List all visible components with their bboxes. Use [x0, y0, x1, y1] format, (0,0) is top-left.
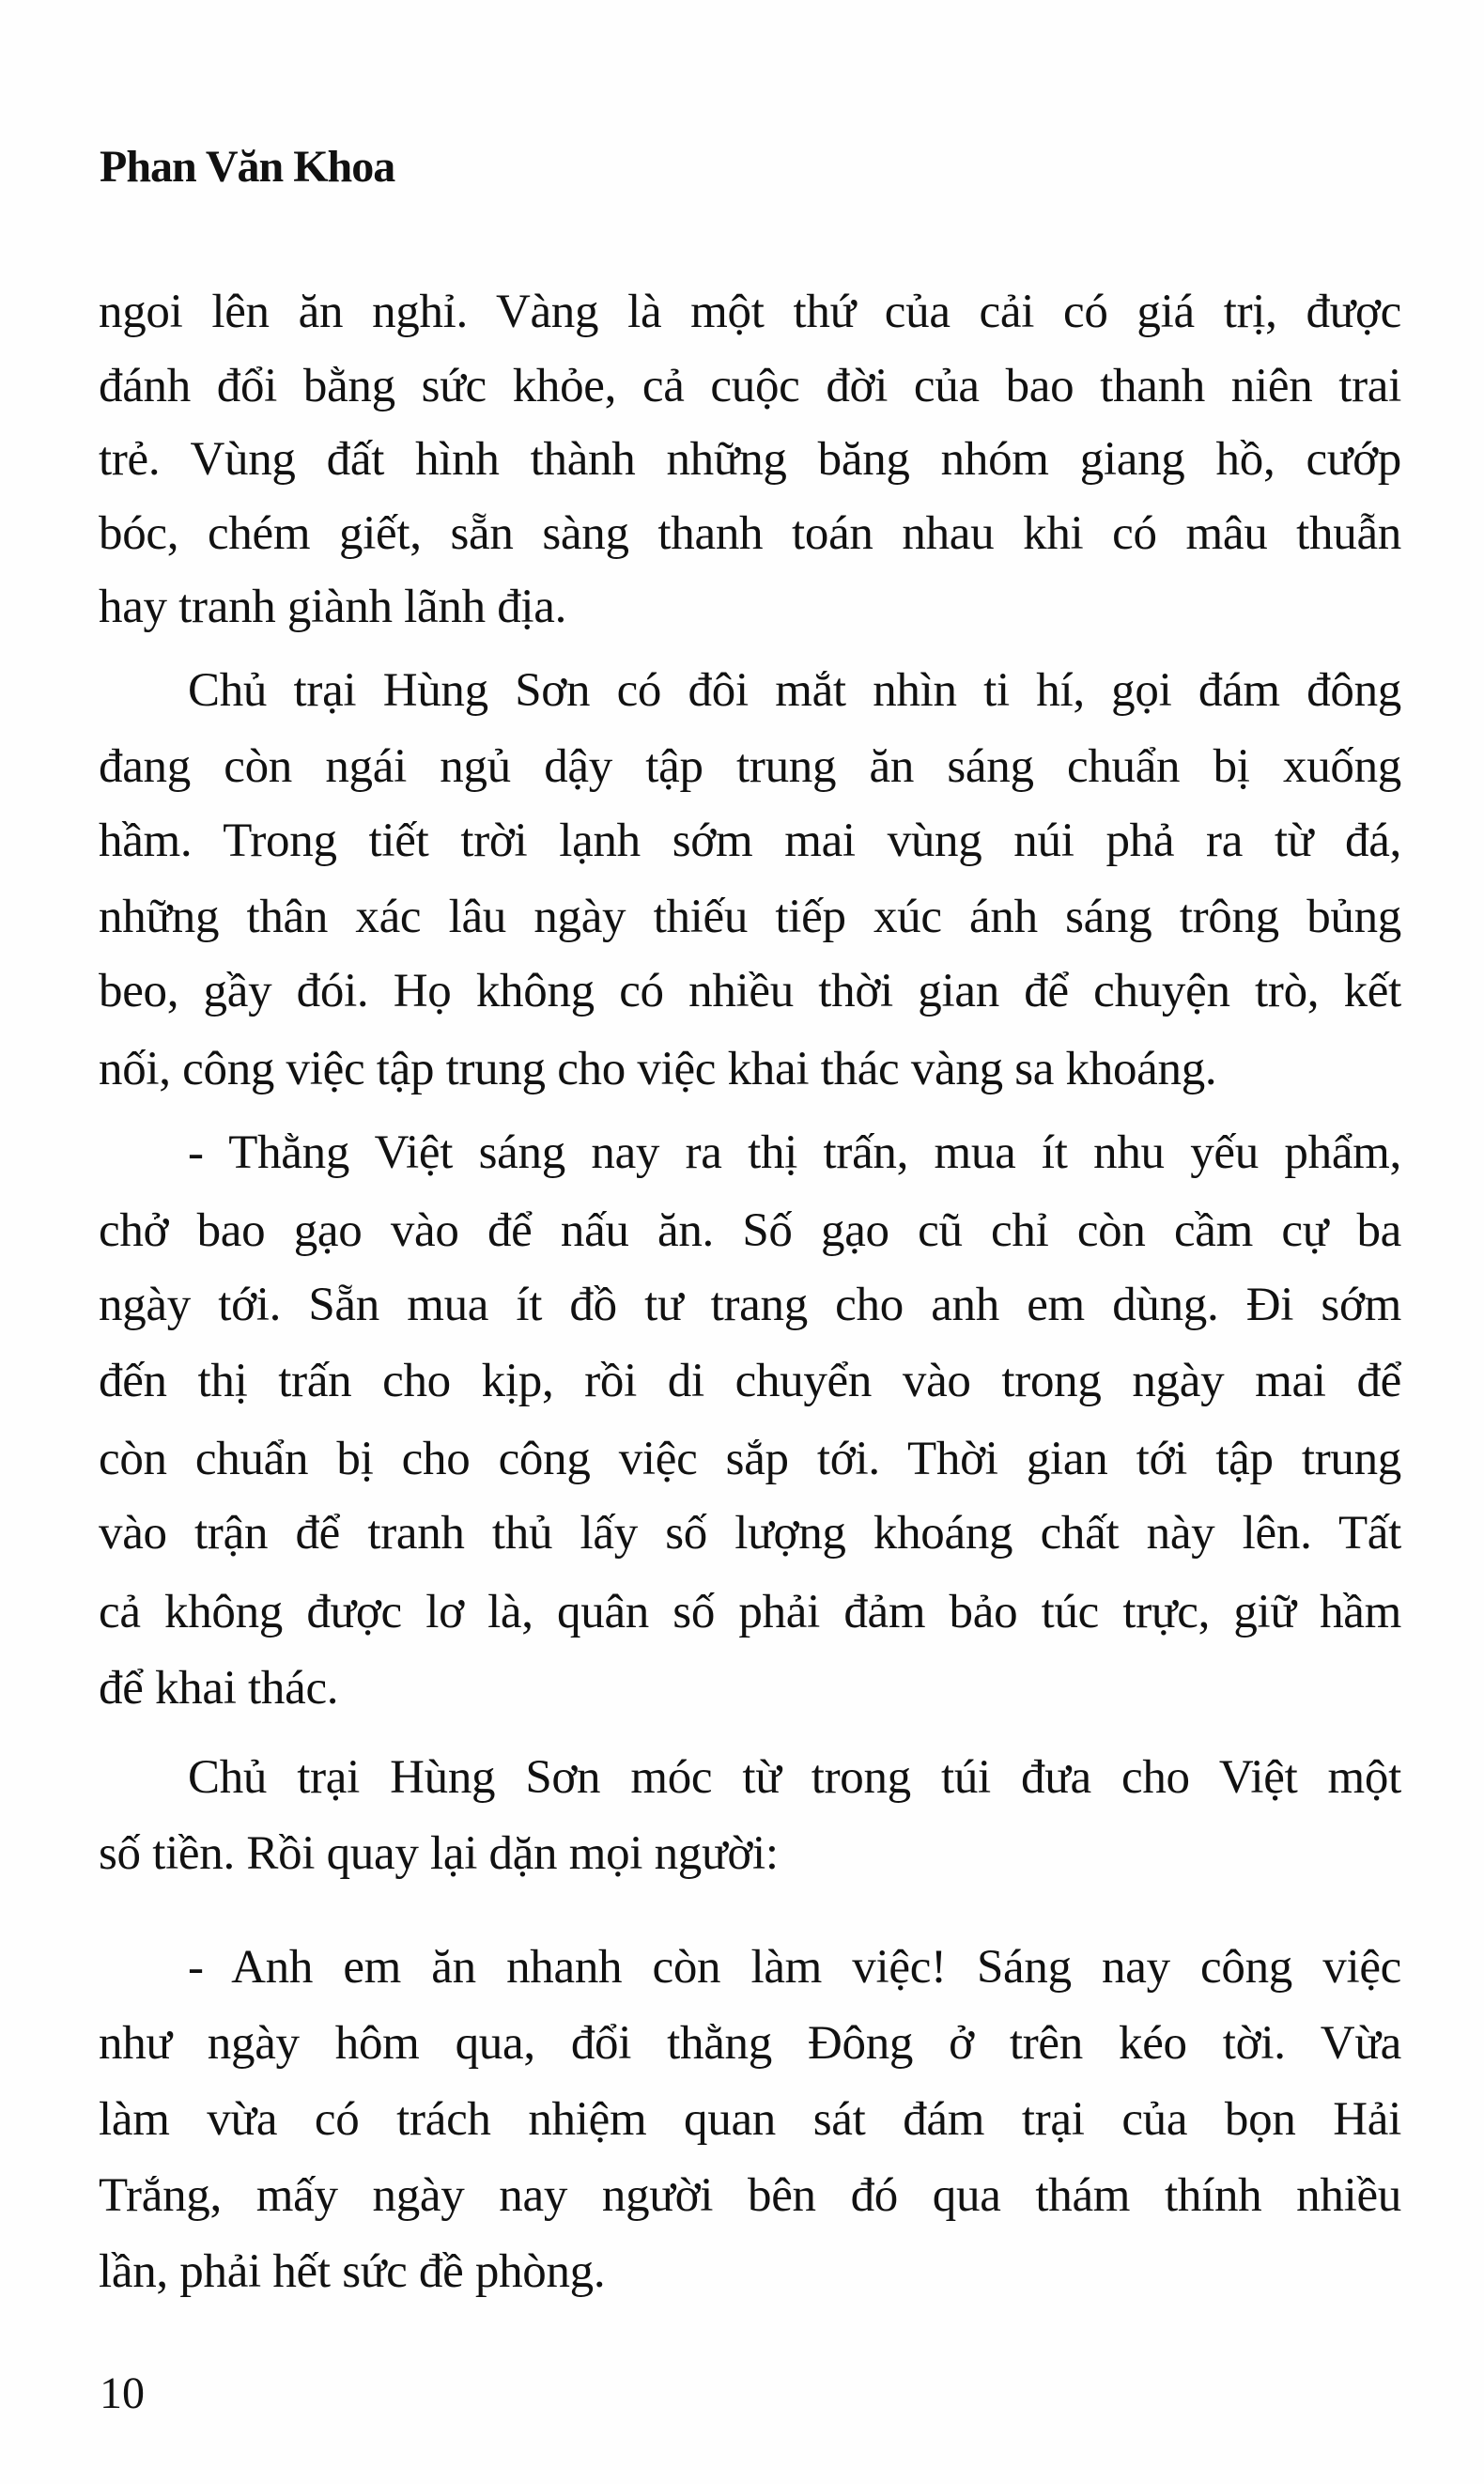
text-line: để khai thác. [99, 1662, 339, 1715]
text-line: ngày tới. Sẵn mua ít đồ tư trang cho anh em dùng. Đi sớm [99, 1279, 1401, 1331]
text-line: đánh đổi bằng sức khỏe, cả cuộc đời của bao thanh niên trai [99, 360, 1401, 412]
running-header-author: Phan Văn Khoa [100, 142, 395, 192]
text-line: trẻ. Vùng đất hình thành những băng nhóm giang hồ, cướp [99, 433, 1401, 486]
text-line: - Anh em ăn nhanh còn làm việc! Sáng nay công việc [188, 1941, 1401, 1994]
text-line: Chủ trại Hùng Sơn có đôi mắt nhìn ti hí, gọi đám đông [188, 664, 1401, 717]
text-line: cả không được lơ là, quân số phải đảm bảo túc trực, giữ hầm [99, 1586, 1401, 1638]
text-line: chở bao gạo vào để nấu ăn. Số gạo cũ chỉ còn cầm cự ba [99, 1204, 1401, 1257]
text-line: Trắng, mấy ngày nay người bên đó qua thám thính nhiều [99, 2169, 1401, 2222]
text-line: như ngày hôm qua, đổi thằng Đông ở trên kéo tời. Vừa [99, 2017, 1401, 2070]
text-line: hay tranh giành lãnh địa. [99, 581, 567, 633]
text-line: lần, phải hết sức đề phòng. [99, 2245, 606, 2298]
text-line: làm vừa có trách nhiệm quan sát đám trại của bọn Hải [99, 2093, 1401, 2146]
text-line: những thân xác lâu ngày thiếu tiếp xúc ánh sáng trông bủng [99, 891, 1401, 943]
text-line: ngoi lên ăn nghỉ. Vàng là một thứ của cải có giá trị, được [99, 286, 1401, 338]
text-line: - Thằng Việt sáng nay ra thị trấn, mua ít nhu yếu phẩm, [188, 1126, 1401, 1179]
page-number: 10 [100, 2368, 145, 2418]
text-line: số tiền. Rồi quay lại dặn mọi người: [99, 1827, 779, 1880]
text-line: Chủ trại Hùng Sơn móc từ trong túi đưa cho Việt một [188, 1751, 1401, 1804]
text-line: đến thị trấn cho kịp, rồi di chuyển vào trong ngày mai để [99, 1355, 1401, 1407]
text-line: beo, gầy đói. Họ không có nhiều thời gian để chuyện trò, kết [99, 965, 1401, 1017]
text-line: nối, công việc tập trung cho việc khai thác vàng sa khoáng. [99, 1043, 1217, 1095]
text-line: còn chuẩn bị cho công việc sắp tới. Thời gian tới tập trung [99, 1433, 1401, 1485]
text-line: hầm. Trong tiết trời lạnh sớm mai vùng núi phả ra từ đá, [99, 815, 1401, 867]
text-line: vào trận để tranh thủ lấy số lượng khoáng chất này lên. Tất [99, 1507, 1401, 1560]
text-line: bóc, chém giết, sẵn sàng thanh toán nhau khi có mâu thuẫn [99, 507, 1401, 560]
text-line: đang còn ngái ngủ dậy tập trung ăn sáng chuẩn bị xuống [99, 740, 1401, 793]
